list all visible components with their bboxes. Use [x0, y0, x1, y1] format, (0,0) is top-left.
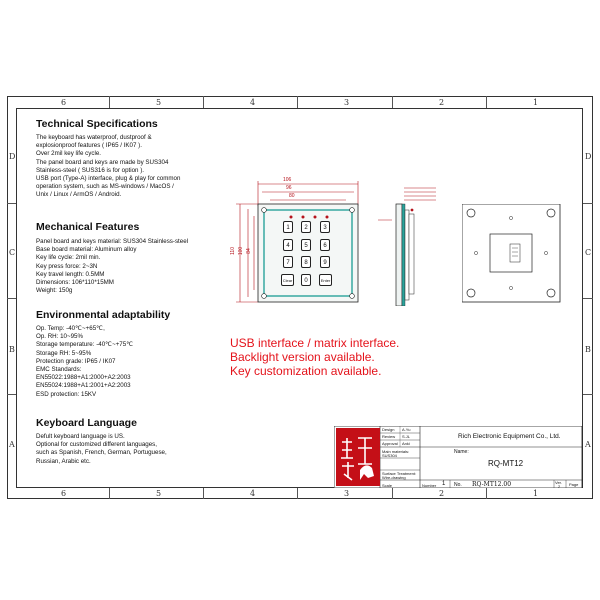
version-label: Ver.: [555, 480, 562, 485]
note-usb-interface: USB interface / matrix interface.: [230, 336, 400, 350]
environmental-body: [36, 325, 133, 399]
zone-bottom-1: 1: [533, 489, 539, 498]
note-key-customization: Key customization available.: [230, 364, 382, 378]
spec-line: Op. RH: 10~95%: [36, 333, 83, 341]
spec-line: USB port (Type-A) interface, plug & play for common: [36, 174, 181, 182]
zone-left-a: A: [9, 440, 15, 449]
spec-line: Stainless-steel ( SUS316 is for option ).: [36, 166, 144, 174]
spec-line: The keyboard has waterproof, dustproof &: [36, 134, 152, 141]
zone-left-b: B: [9, 345, 15, 354]
key-4: 4: [283, 239, 293, 251]
review-label: Review: [382, 434, 396, 439]
zone-bottom-5: 5: [156, 489, 162, 498]
zone-right-b: B: [585, 345, 591, 354]
approval-value: Anki: [402, 441, 410, 446]
dim-width-inner: 80: [289, 193, 295, 199]
dim-width-outer: 106: [283, 177, 292, 183]
name-label: Name:: [454, 449, 469, 455]
dim-height-mid: 100: [238, 246, 245, 256]
spec-line: Over 2mil key life cycle.: [36, 150, 101, 158]
zone-top-3: 3: [344, 98, 350, 107]
spec-line: Unix / Linux / ArmOS / Android.: [36, 191, 122, 199]
spec-line: Op. Temp: -40℃~+65℃,: [36, 325, 105, 332]
key-9: 9: [320, 256, 330, 268]
company-name: Rich Electronic Equipment Co., Ltd.: [458, 433, 561, 440]
zone-bottom-2: 2: [439, 489, 445, 498]
keypad-rear-view: [462, 204, 562, 304]
main-materials-value: SUS304: [382, 453, 397, 458]
key-7: 7: [283, 256, 293, 268]
spec-line: Panel board and keys material: SUS304 Stainless-steel: [36, 238, 189, 245]
key-clear: Clear: [281, 274, 294, 286]
zone-top-1: 1: [533, 98, 539, 107]
zone-top-6: 6: [61, 98, 67, 107]
spec-line: The panel board and keys are made by SUS304: [36, 158, 169, 166]
spec-line: such as Spanish, French, German, Portuguese,: [36, 449, 167, 457]
key-enter: Enter: [319, 274, 332, 286]
keyboard-language-title: Keyboard Language: [36, 417, 137, 429]
version-value: 2: [558, 484, 561, 489]
spec-line: Storage RH: 5~95%: [36, 349, 92, 357]
spec-line: EMC Standards:: [36, 365, 82, 373]
mechanical-features-title: Mechanical Features: [36, 221, 140, 233]
technical-specifications-body: [36, 134, 180, 200]
spec-line: Protection grade: IP65 / IK07: [36, 357, 116, 365]
technical-specifications-title: Technical Specifications: [36, 118, 158, 130]
document-number-label: No.: [454, 482, 462, 488]
zone-right-a: A: [585, 440, 591, 449]
spec-line: operation system, such as MS-windows / MacOS /: [36, 183, 174, 191]
dim-height-inner: 84: [245, 248, 252, 254]
spec-line: explosionproof features ( IP65 / IK07 ).: [36, 142, 142, 150]
zone-right-d: D: [585, 152, 592, 161]
spec-line: Russian, Arabic etc.: [36, 457, 91, 465]
spec-line: Storage temperature: -40℃~+75℃: [36, 341, 134, 349]
note-backlight: Backlight version available.: [230, 350, 375, 364]
scale-label: Scale: [382, 483, 393, 488]
zone-top-2: 2: [439, 98, 445, 107]
number-value: 1: [442, 481, 446, 487]
key-3: 3: [320, 221, 330, 233]
zone-bottom-3: 3: [344, 489, 350, 498]
main-materials-label: Main materials:: [382, 449, 410, 454]
number-label: Number: [422, 483, 437, 488]
environmental-title: Environmental adaptability: [36, 309, 171, 321]
key-6: 6: [320, 239, 330, 251]
zone-bottom-4: 4: [250, 489, 256, 498]
feature-notes: [230, 336, 399, 378]
key-1: 1: [283, 221, 293, 233]
spec-line: EN55022:1988+A1:2000+A2:2003: [36, 374, 131, 382]
dim-height-outer: 110: [229, 247, 236, 255]
design-label: Design: [382, 427, 395, 432]
zone-top-4: 4: [250, 98, 256, 107]
page-label: Page: [569, 482, 579, 487]
keypad-side-view: [376, 180, 448, 306]
document-number-value: RQ-MT12.00: [472, 481, 512, 488]
zone-left-d: D: [9, 152, 16, 161]
key-8: 8: [301, 256, 311, 268]
surface-treatment-value: Wire-drawing: [382, 475, 406, 480]
spec-line: Key life cycle: 2mil min.: [36, 254, 101, 262]
spec-line: Key travel length: 0.5MM: [36, 270, 105, 278]
mechanical-features-body: [36, 238, 188, 295]
spec-line: Weight: 150g: [36, 287, 73, 295]
name-value: RQ-MT12: [488, 459, 524, 468]
spec-line: Dimensions: 106*110*15MM: [36, 278, 114, 286]
spec-line: EN55024:1988+A1:2001+A2:2003: [36, 382, 131, 390]
approval-label: Approval: [382, 441, 398, 446]
spec-line: Optional for customized different languages,: [36, 441, 157, 449]
spec-line: Base board material: Aluminum alloy: [36, 246, 137, 254]
key-0: 0: [301, 274, 311, 286]
review-value: S.JL: [402, 434, 411, 439]
dim-width-mid: 96: [286, 185, 292, 191]
keypad-front-view: [228, 176, 368, 306]
spec-line: Defult keyboard language is US.: [36, 433, 125, 440]
spec-line: Key press force: 2~3N: [36, 262, 98, 270]
zone-top-5: 5: [156, 98, 162, 107]
zone-bottom-6: 6: [61, 489, 67, 498]
keyboard-language-body: [36, 433, 167, 466]
zone-right-c: C: [585, 248, 592, 257]
spec-line: ESD protection: 15KV: [36, 390, 97, 398]
title-block: [334, 426, 582, 488]
key-2: 2: [301, 221, 311, 233]
key-5: 5: [301, 239, 311, 251]
surface-treatment-label: Surface Treatment:: [382, 471, 417, 476]
zone-left-c: C: [9, 248, 16, 257]
design-value: A.Yu: [402, 427, 411, 432]
